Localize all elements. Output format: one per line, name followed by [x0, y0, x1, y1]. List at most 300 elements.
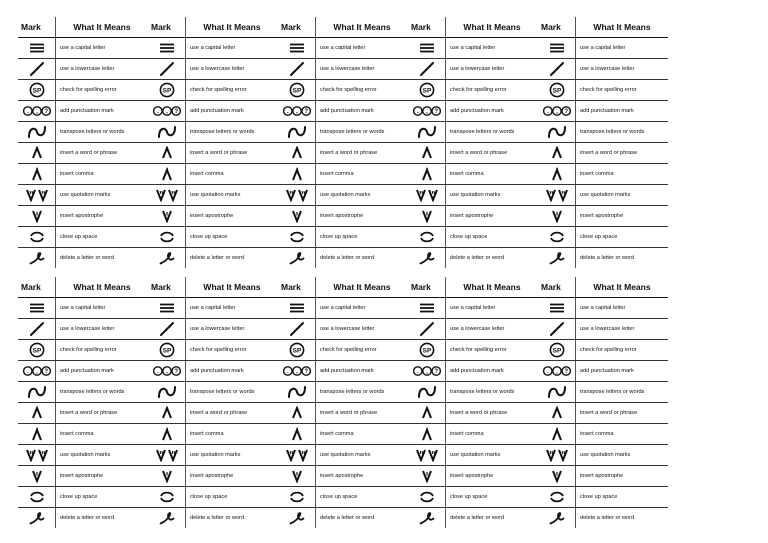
svg-text:,: , — [295, 108, 298, 115]
mark-cell — [538, 185, 576, 206]
mark-cell — [148, 508, 186, 529]
meaning-cell: transpose letters or words — [576, 382, 669, 403]
mark-cell — [148, 445, 186, 466]
transpose-icon — [27, 385, 47, 399]
table-row — [148, 508, 278, 529]
transpose-icon — [157, 385, 177, 399]
spelling-symbol-text: SP — [552, 347, 561, 355]
meaning-cell: delete a letter or word — [316, 248, 409, 269]
table-row — [148, 206, 278, 227]
mark-cell — [148, 248, 186, 269]
slash-icon — [28, 61, 46, 77]
table-row — [18, 403, 148, 424]
mark-cell — [148, 206, 186, 227]
caret-comma-icon — [30, 167, 44, 181]
caret-comma-icon — [420, 427, 434, 441]
mark-cell — [538, 424, 576, 445]
slash-icon — [158, 321, 176, 337]
quotation-caret-icon — [155, 188, 179, 202]
apostrophe-caret-icon — [160, 209, 174, 223]
meaning-cell: insert comma — [576, 424, 669, 445]
close-up-icon — [159, 491, 175, 503]
meaning-cell: delete a letter or word — [186, 248, 279, 269]
mark-cell — [148, 122, 186, 143]
caret-icon — [550, 146, 564, 160]
marks-body — [408, 38, 538, 269]
table-row — [408, 59, 538, 80]
table-row — [148, 487, 278, 508]
meaning-cell: insert a word or phrase — [56, 143, 149, 164]
mark-cell — [18, 164, 56, 185]
mark-cell — [148, 298, 186, 319]
table-row — [18, 185, 148, 206]
apostrophe-caret-icon — [290, 209, 304, 223]
svg-text:?: ? — [563, 368, 568, 375]
table-row — [278, 143, 408, 164]
slash-icon — [548, 321, 566, 337]
mark-cell — [408, 340, 446, 361]
meaning-cell: use quotation marks — [316, 185, 409, 206]
triple-underline-icon — [548, 42, 566, 54]
close-up-icon — [29, 231, 45, 243]
meaning-cell: add punctuation mark — [446, 101, 539, 122]
transpose-icon — [417, 125, 437, 139]
svg-text:.: . — [26, 108, 29, 115]
marks-table — [278, 277, 408, 528]
meaning-cell: use a capital letter — [186, 38, 279, 59]
table-row — [148, 403, 278, 424]
mark-column-header: Mark — [408, 277, 446, 298]
svg-text:.: . — [26, 368, 29, 375]
table-row — [408, 185, 538, 206]
triple-underline-icon — [288, 302, 306, 314]
meaning-cell: check for spelling error — [186, 340, 279, 361]
mark-cell — [408, 508, 446, 529]
circled-punctuation-icon — [153, 105, 181, 117]
mark-cell — [538, 164, 576, 185]
marks-body — [408, 298, 538, 529]
mark-cell — [18, 227, 56, 248]
mark-cell — [278, 101, 316, 122]
circled-sp-icon — [549, 82, 565, 98]
meaning-cell: delete a letter or word — [316, 508, 409, 529]
meaning-cell: add punctuation mark — [186, 361, 279, 382]
meaning-cell: add punctuation mark — [186, 101, 279, 122]
meaning-cell: insert a word or phrase — [446, 143, 539, 164]
mark-column-header: Mark — [278, 17, 316, 38]
mark-cell — [278, 59, 316, 80]
marks-table — [408, 17, 538, 268]
circled-punctuation-icon — [413, 105, 441, 117]
table-row — [278, 466, 408, 487]
table-row — [408, 101, 538, 122]
mark-cell — [538, 361, 576, 382]
table-row — [278, 298, 408, 319]
meaning-cell: use a lowercase letter — [186, 59, 279, 80]
apostrophe-caret-icon — [290, 469, 304, 483]
mark-cell — [18, 508, 56, 529]
delete-loop-icon — [289, 511, 305, 525]
proofreading-card — [408, 277, 538, 530]
table-row — [148, 59, 278, 80]
mark-cell — [278, 508, 316, 529]
table-row — [538, 227, 668, 248]
proofreading-card — [18, 277, 148, 530]
table-row — [538, 424, 668, 445]
mark-cell — [18, 38, 56, 59]
meaning-cell: insert comma — [446, 424, 539, 445]
table-row — [408, 403, 538, 424]
meaning-column-header: What It Means — [56, 277, 149, 298]
caret-icon — [550, 406, 564, 420]
mark-cell — [18, 424, 56, 445]
close-up-icon — [549, 491, 565, 503]
mark-cell — [408, 403, 446, 424]
circled-sp-icon — [159, 82, 175, 98]
meaning-column-header: What It Means — [576, 277, 669, 298]
mark-cell — [538, 80, 576, 101]
mark-cell — [278, 487, 316, 508]
meaning-cell: delete a letter or word — [56, 508, 149, 529]
table-row — [278, 340, 408, 361]
spelling-symbol-text: SP — [162, 347, 171, 355]
table-row — [18, 164, 148, 185]
table-row — [538, 340, 668, 361]
mark-cell — [408, 143, 446, 164]
mark-cell — [538, 122, 576, 143]
mark-cell — [148, 164, 186, 185]
table-row — [408, 382, 538, 403]
table-row — [538, 38, 668, 59]
mark-cell — [18, 298, 56, 319]
svg-text:?: ? — [43, 108, 48, 115]
meaning-cell: close up space — [576, 227, 669, 248]
meaning-cell: insert apostrophe — [316, 206, 409, 227]
transpose-icon — [27, 125, 47, 139]
apostrophe-caret-icon — [30, 469, 44, 483]
marks-table — [538, 277, 668, 528]
table-header-row — [408, 277, 538, 298]
mark-cell — [18, 80, 56, 101]
table-row — [148, 361, 278, 382]
mark-cell — [148, 227, 186, 248]
table-row — [538, 298, 668, 319]
mark-cell — [538, 298, 576, 319]
mark-cell — [278, 340, 316, 361]
mark-cell — [148, 382, 186, 403]
quotation-caret-icon — [415, 188, 439, 202]
caret-icon — [160, 146, 174, 160]
meaning-cell: insert a word or phrase — [576, 143, 669, 164]
meaning-cell: check for spelling error — [446, 340, 539, 361]
caret-comma-icon — [550, 167, 564, 181]
table-header-row — [278, 277, 408, 298]
mark-column-header: Mark — [18, 17, 56, 38]
svg-text:.: . — [156, 108, 159, 115]
circled-punctuation-icon — [543, 365, 571, 377]
marks-table — [18, 17, 148, 268]
caret-comma-icon — [160, 167, 174, 181]
meaning-cell: insert apostrophe — [576, 206, 669, 227]
mark-cell — [18, 248, 56, 269]
marks-body — [278, 298, 408, 529]
svg-text:.: . — [546, 108, 549, 115]
table-row — [278, 361, 408, 382]
mark-cell — [18, 59, 56, 80]
circled-sp-icon — [29, 342, 45, 358]
circled-punctuation-icon — [283, 105, 311, 117]
mark-cell — [148, 466, 186, 487]
table-row — [18, 445, 148, 466]
transpose-icon — [157, 125, 177, 139]
marks-body — [538, 298, 668, 529]
marks-table — [148, 277, 278, 528]
table-row — [148, 143, 278, 164]
meaning-cell: insert a word or phrase — [186, 403, 279, 424]
apostrophe-caret-icon — [160, 469, 174, 483]
caret-comma-icon — [160, 427, 174, 441]
table-row — [408, 80, 538, 101]
marks-table — [408, 277, 538, 528]
table-row — [18, 340, 148, 361]
mark-cell — [408, 445, 446, 466]
close-up-icon — [159, 231, 175, 243]
delete-loop-icon — [29, 511, 45, 525]
table-row — [148, 466, 278, 487]
table-header-row — [148, 277, 278, 298]
delete-loop-icon — [289, 251, 305, 265]
table-row — [18, 424, 148, 445]
meaning-cell: delete a letter or word — [446, 248, 539, 269]
table-row — [18, 508, 148, 529]
meaning-cell: use a lowercase letter — [186, 319, 279, 340]
meaning-cell: use a lowercase letter — [576, 59, 669, 80]
table-row — [408, 445, 538, 466]
mark-cell — [408, 59, 446, 80]
meaning-cell: insert apostrophe — [446, 466, 539, 487]
meaning-cell: check for spelling error — [186, 80, 279, 101]
quotation-caret-icon — [285, 188, 309, 202]
table-row — [408, 206, 538, 227]
table-row — [408, 38, 538, 59]
mark-column-header: Mark — [18, 277, 56, 298]
table-row — [148, 340, 278, 361]
svg-text:.: . — [416, 368, 419, 375]
table-row — [148, 445, 278, 466]
proofreading-card — [278, 277, 408, 530]
table-row — [408, 122, 538, 143]
triple-underline-icon — [28, 42, 46, 54]
table-row — [18, 487, 148, 508]
mark-cell — [538, 248, 576, 269]
slash-icon — [288, 321, 306, 337]
table-row — [538, 122, 668, 143]
table-row — [538, 403, 668, 424]
table-row — [278, 319, 408, 340]
mark-cell — [538, 319, 576, 340]
card-row-bottom — [18, 277, 668, 530]
meaning-cell: use a capital letter — [316, 38, 409, 59]
svg-text:,: , — [165, 108, 168, 115]
delete-loop-icon — [549, 251, 565, 265]
mark-cell — [408, 38, 446, 59]
meaning-cell: use a lowercase letter — [56, 59, 149, 80]
table-header-row — [408, 17, 538, 38]
spelling-symbol-text: SP — [292, 87, 301, 95]
mark-cell — [538, 340, 576, 361]
mark-cell — [538, 508, 576, 529]
mark-cell — [408, 248, 446, 269]
table-row — [148, 101, 278, 122]
table-row — [148, 248, 278, 269]
svg-text:,: , — [35, 368, 38, 375]
mark-cell — [538, 382, 576, 403]
table-row — [148, 38, 278, 59]
table-row — [278, 508, 408, 529]
quotation-caret-icon — [415, 448, 439, 462]
close-up-icon — [289, 491, 305, 503]
triple-underline-icon — [418, 302, 436, 314]
mark-cell — [18, 206, 56, 227]
quotation-caret-icon — [285, 448, 309, 462]
circled-punctuation-icon — [23, 365, 51, 377]
mark-cell — [408, 206, 446, 227]
mark-cell — [538, 206, 576, 227]
meaning-cell: insert apostrophe — [186, 466, 279, 487]
mark-cell — [278, 143, 316, 164]
meaning-cell: check for spelling error — [56, 80, 149, 101]
triple-underline-icon — [158, 302, 176, 314]
meaning-cell: insert comma — [316, 164, 409, 185]
meaning-cell: use a lowercase letter — [446, 59, 539, 80]
svg-text:.: . — [156, 368, 159, 375]
table-row — [538, 164, 668, 185]
svg-text:,: , — [555, 108, 558, 115]
meaning-column-header: What It Means — [446, 277, 539, 298]
table-row — [278, 403, 408, 424]
meaning-cell: check for spelling error — [576, 80, 669, 101]
table-row — [278, 206, 408, 227]
svg-text:.: . — [286, 368, 289, 375]
mark-column-header: Mark — [538, 17, 576, 38]
table-row — [148, 424, 278, 445]
caret-icon — [30, 146, 44, 160]
triple-underline-icon — [158, 42, 176, 54]
mark-column-header: Mark — [148, 277, 186, 298]
meaning-cell: add punctuation mark — [576, 101, 669, 122]
circled-punctuation-icon — [153, 365, 181, 377]
table-row — [278, 382, 408, 403]
table-row — [18, 361, 148, 382]
table-row — [538, 487, 668, 508]
mark-cell — [18, 403, 56, 424]
mark-cell — [278, 248, 316, 269]
table-row — [538, 185, 668, 206]
meaning-cell: add punctuation mark — [316, 361, 409, 382]
meaning-cell: insert apostrophe — [316, 466, 409, 487]
mark-cell — [538, 59, 576, 80]
circled-punctuation-icon — [23, 105, 51, 117]
transpose-icon — [547, 125, 567, 139]
apostrophe-caret-icon — [420, 209, 434, 223]
circled-sp-icon — [289, 82, 305, 98]
svg-text:?: ? — [303, 108, 308, 115]
table-row — [408, 298, 538, 319]
mark-cell — [148, 319, 186, 340]
meaning-cell: transpose letters or words — [316, 122, 409, 143]
quotation-caret-icon — [155, 448, 179, 462]
mark-cell — [278, 361, 316, 382]
meaning-cell: use a capital letter — [186, 298, 279, 319]
mark-cell — [18, 185, 56, 206]
meaning-cell: transpose letters or words — [186, 122, 279, 143]
mark-cell — [538, 38, 576, 59]
transpose-icon — [287, 385, 307, 399]
table-row — [148, 382, 278, 403]
meaning-cell: use a lowercase letter — [316, 319, 409, 340]
meaning-cell: add punctuation mark — [56, 361, 149, 382]
table-row — [18, 227, 148, 248]
table-row — [148, 298, 278, 319]
mark-cell — [148, 361, 186, 382]
proofreading-card — [278, 17, 408, 270]
spelling-symbol-text: SP — [552, 87, 561, 95]
apostrophe-caret-icon — [550, 469, 564, 483]
mark-cell — [538, 487, 576, 508]
meaning-cell: insert a word or phrase — [186, 143, 279, 164]
slash-icon — [288, 61, 306, 77]
mark-cell — [148, 59, 186, 80]
svg-text:.: . — [546, 368, 549, 375]
caret-icon — [30, 406, 44, 420]
mark-cell — [148, 38, 186, 59]
marks-table — [278, 17, 408, 268]
apostrophe-caret-icon — [420, 469, 434, 483]
meaning-cell: delete a letter or word — [56, 248, 149, 269]
table-row — [278, 101, 408, 122]
caret-icon — [420, 146, 434, 160]
mark-cell — [538, 101, 576, 122]
svg-text:,: , — [555, 368, 558, 375]
meaning-cell: use quotation marks — [446, 185, 539, 206]
meaning-cell: insert comma — [316, 424, 409, 445]
meaning-column-header: What It Means — [186, 17, 279, 38]
table-row — [278, 185, 408, 206]
svg-text:?: ? — [433, 108, 438, 115]
table-row — [18, 319, 148, 340]
meaning-cell: insert apostrophe — [186, 206, 279, 227]
table-row — [408, 487, 538, 508]
circled-sp-icon — [419, 82, 435, 98]
table-row — [538, 101, 668, 122]
close-up-icon — [419, 231, 435, 243]
meaning-cell: transpose letters or words — [56, 122, 149, 143]
mark-cell — [408, 227, 446, 248]
card-row-top — [18, 17, 668, 270]
meaning-cell: use a capital letter — [316, 298, 409, 319]
mark-cell — [408, 164, 446, 185]
meaning-cell: insert comma — [446, 164, 539, 185]
meaning-column-header: What It Means — [316, 17, 409, 38]
meaning-cell: use quotation marks — [186, 445, 279, 466]
meaning-cell: transpose letters or words — [446, 122, 539, 143]
table-row — [148, 185, 278, 206]
quotation-caret-icon — [25, 448, 49, 462]
meaning-cell: check for spelling error — [316, 80, 409, 101]
circled-punctuation-icon — [283, 365, 311, 377]
mark-cell — [278, 185, 316, 206]
marks-table — [538, 17, 668, 268]
